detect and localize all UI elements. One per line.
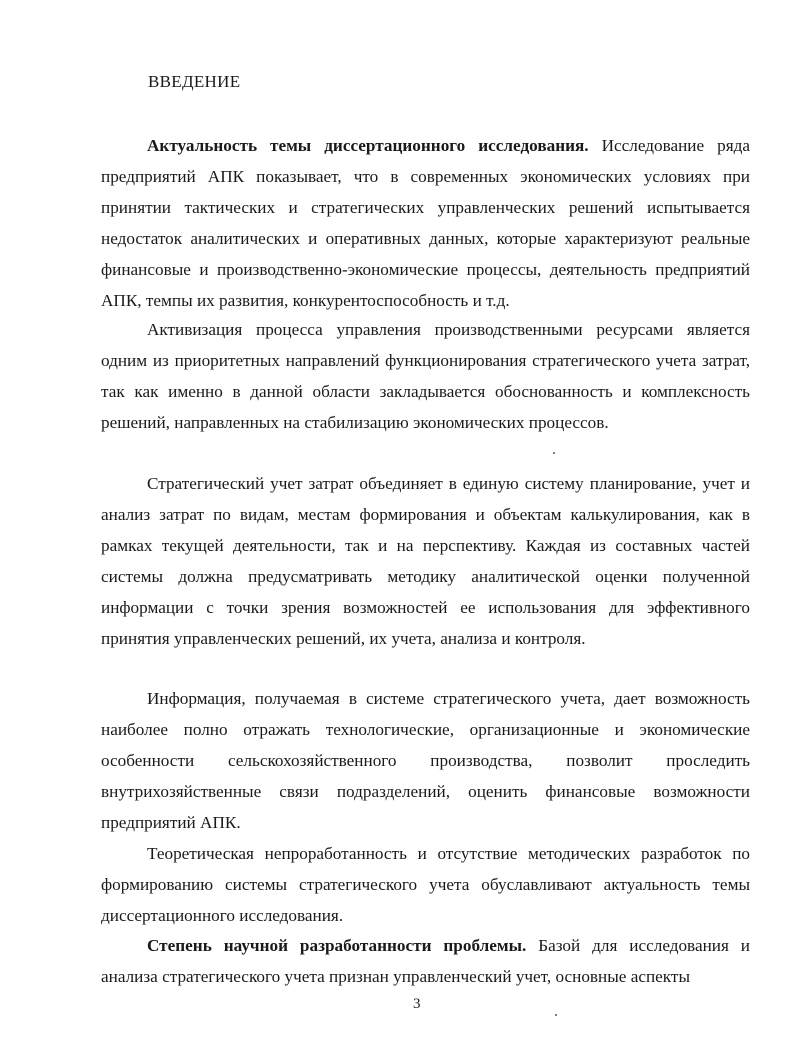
section-heading: ВВЕДЕНИЕ [148, 72, 241, 91]
paragraph-text: Информация, получаемая в системе стратегического учета, дает возможность наиболее полно отражать технологические, организационные и экономические особенности сельскохозяйственного производства, позволит проследить внутрихозяйственные связи подразделений, оценить финансовые возможности предприятий АПК. [101, 689, 750, 832]
paragraph-text: Исследование ряда предприятий АПК показывает, что в современных экономических условиях при принятии тактических и стратегических управленческих решений испытывается недостаток аналитических и оперативных данных, которые характеризуют реальные финансовые и производственно-экономические процессы, деятельность предприятий АПК, темпы их развития, конкурентоспособность и т.д. [101, 136, 750, 310]
paragraph-text: Теоретическая непроработанность и отсутствие методических разработок по формированию системы стратегического учета обуславливают актуальность темы диссертационного исследования. [101, 844, 750, 925]
paragraph-text: Стратегический учет затрат объединяет в единую систему планирование, учет и анализ затрат по видам, местам формирования и объектам калькулирования, как в рамках текущей деятельности, так и на перспективу. Каждая из составных частей системы должна предусматривать методику аналитической оценки полученной информации с точки зрения возможностей ее использования для эффективного принятия управленческих решений, их учета, анализа и контроля. [101, 474, 750, 648]
paragraph-text: Активизация процесса управления производственными ресурсами является одним из приоритетных направлений функционирования стратегического учета затрат, так как именно в данной области закладывается обоснованность и комплексность решений, направленных на стабилизацию экономических процессов. [101, 320, 750, 432]
paragraph-relevance [101, 131, 750, 316]
page-number: 3 [413, 996, 421, 1012]
paragraph-lead: Степень научной разработанности проблемы. [147, 936, 527, 955]
scan-speck [553, 452, 555, 454]
paragraph-degree-of-development [101, 931, 750, 993]
paragraph-strategic-accounting [101, 469, 750, 654]
paragraph-text: Базой для исследования и анализа стратегического учета признан управленческий учет, основные аспекты [101, 936, 750, 986]
paragraph-theoretical [101, 839, 750, 932]
scan-speck [555, 1014, 557, 1016]
paragraph-activation [101, 315, 750, 439]
paragraph-information [101, 684, 750, 839]
paragraph-lead: Актуальность темы диссертационного исследования. [147, 136, 589, 155]
